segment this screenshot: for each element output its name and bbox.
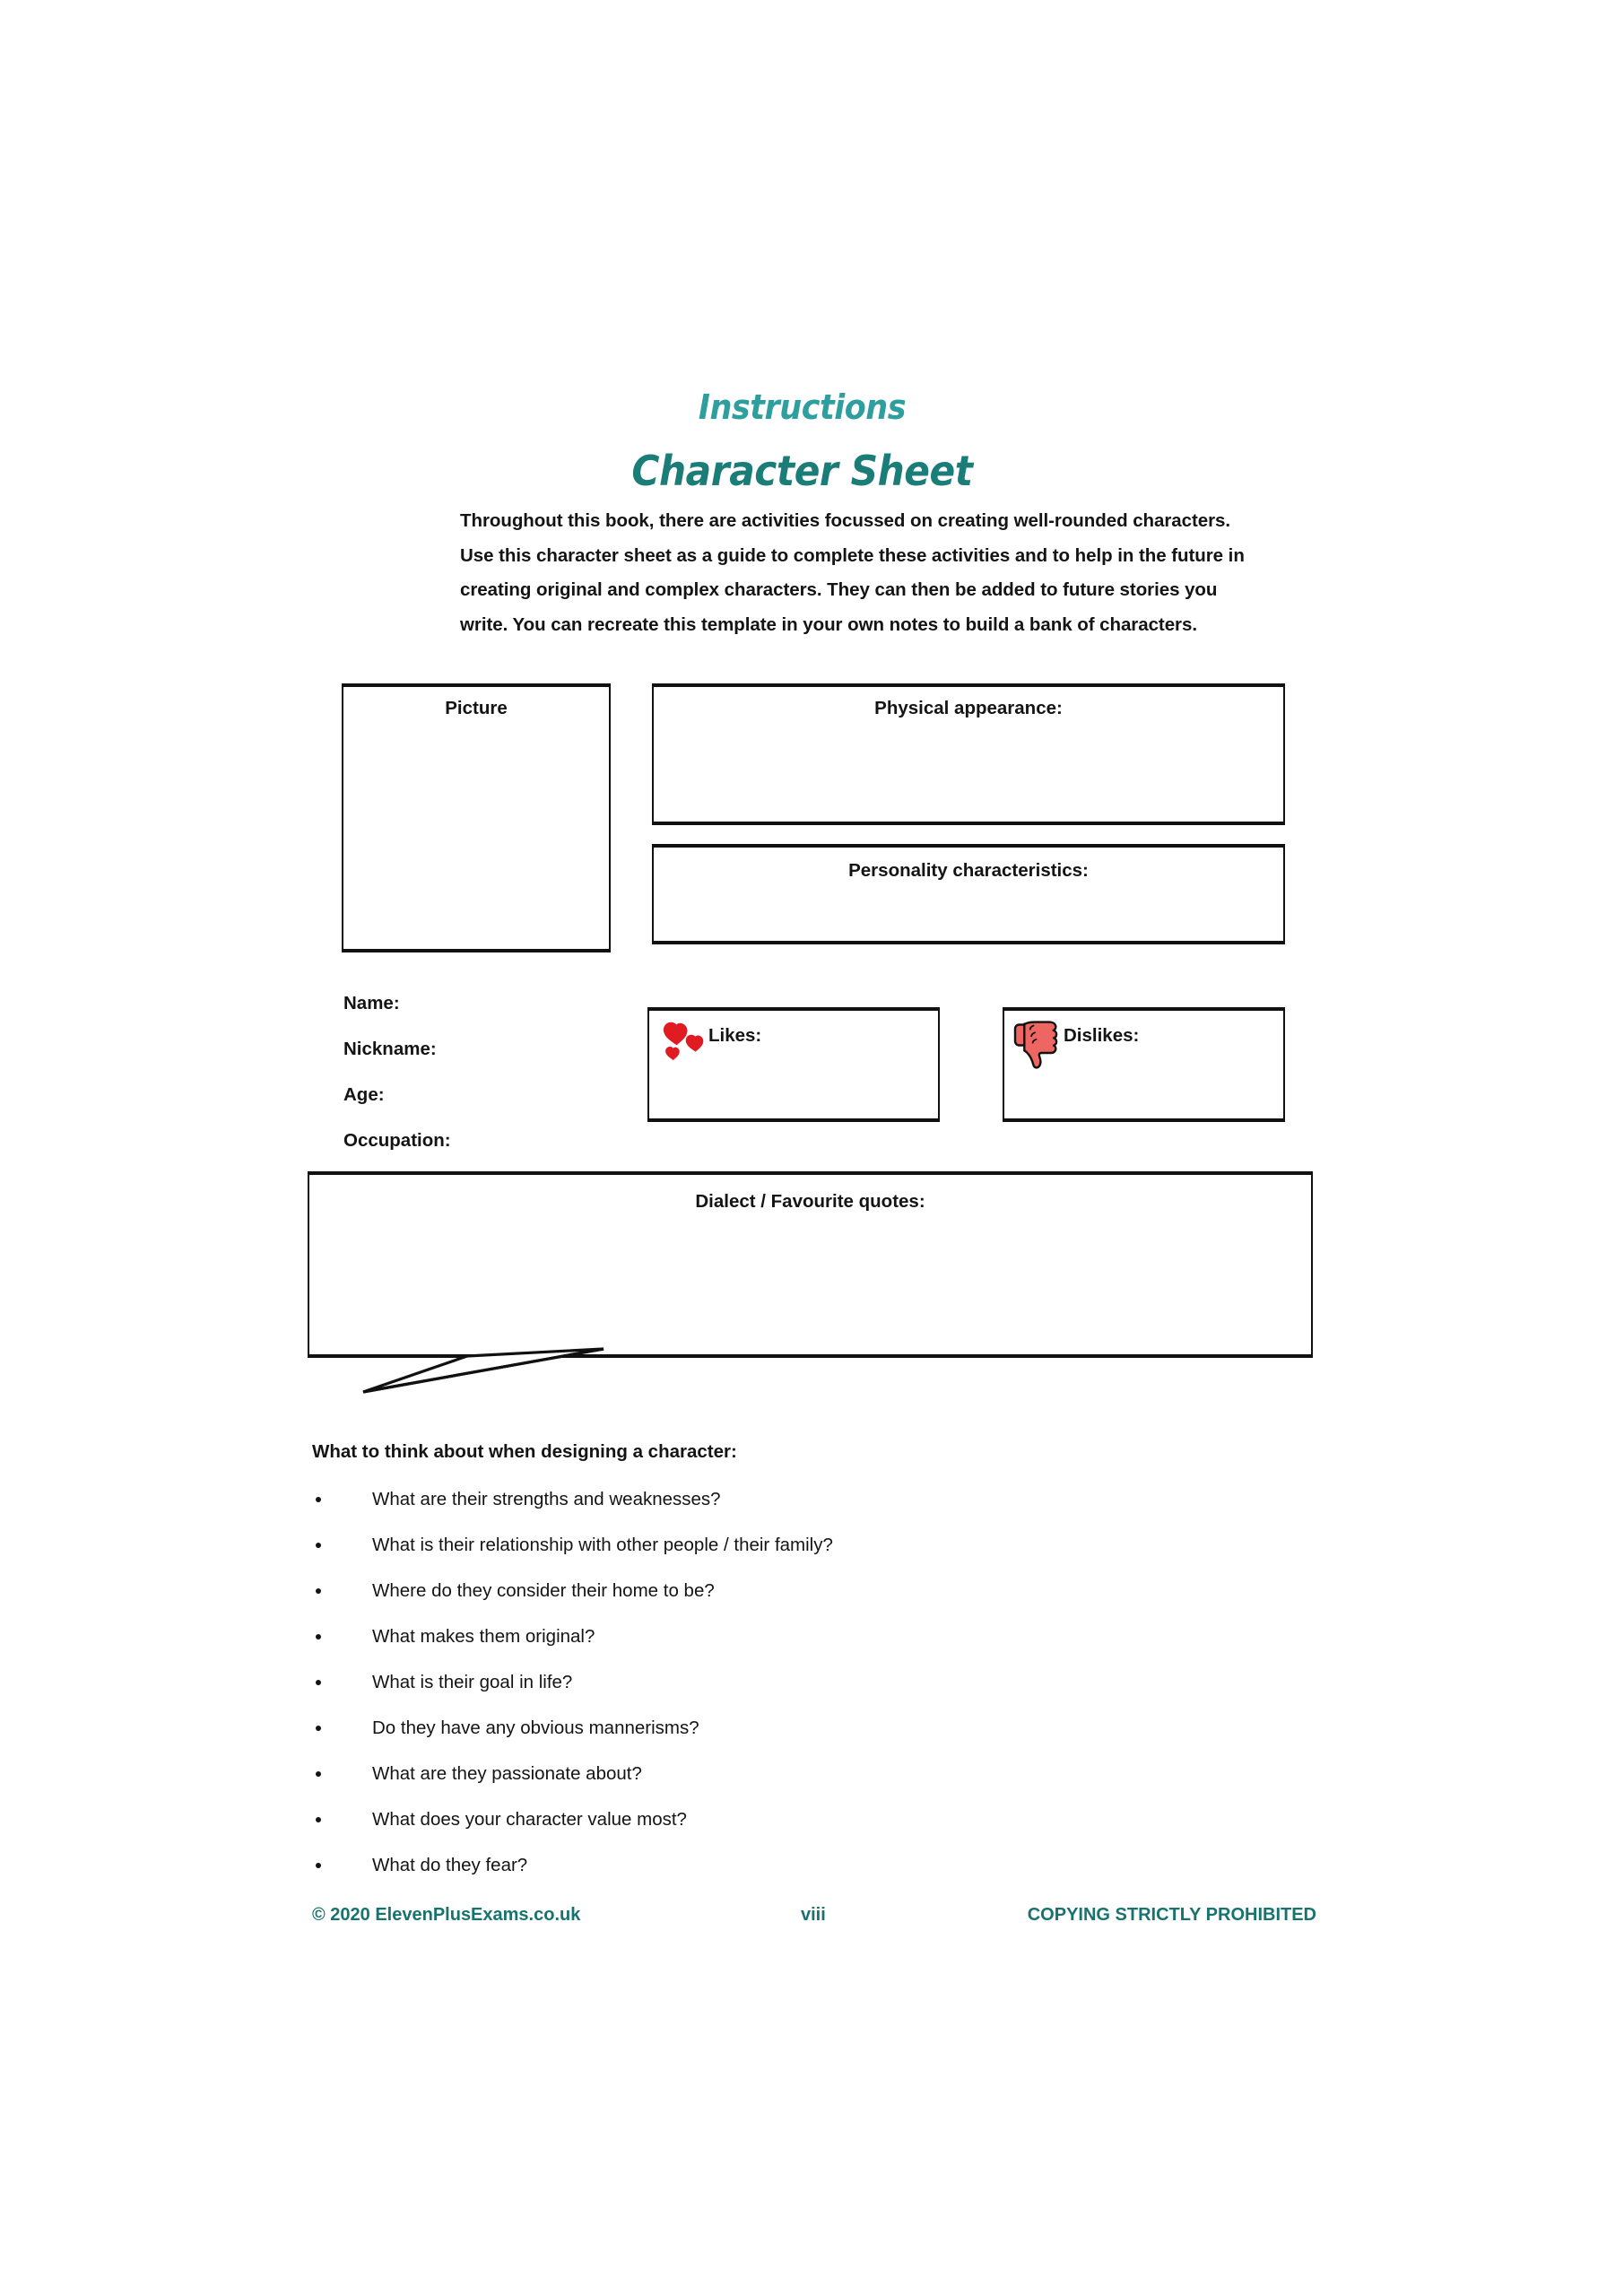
bullet-dot-icon: [316, 1817, 321, 1822]
bullet-dot-icon: [316, 1543, 321, 1548]
field-name[interactable]: Name:: [343, 993, 400, 1013]
footer-copyright: © 2020 ElevenPlusExams.co.uk: [312, 1905, 581, 1925]
personality-characteristics-box[interactable]: [652, 844, 1285, 944]
field-nickname[interactable]: Nickname:: [343, 1039, 437, 1059]
bullet-dot-icon: [316, 1588, 321, 1594]
page-title: Character Sheet: [631, 447, 973, 495]
dislikes-label: Dislikes:: [1064, 1025, 1140, 1046]
bullet-dot-icon: [316, 1680, 321, 1685]
bullet-dot-icon: [316, 1726, 321, 1731]
think-about-heading: What to think about when designing a character:: [312, 1441, 737, 1462]
list-item: [312, 1712, 1119, 1758]
character-fields: [343, 989, 612, 1172]
field-occupation[interactable]: Occupation:: [343, 1130, 451, 1151]
picture-label: Picture: [445, 698, 508, 718]
speech-bubble-tail: [308, 1345, 1025, 1408]
dialect-quotes-label: Dialect / Favourite quotes:: [695, 1191, 925, 1212]
intro-paragraph: Throughout this book, there are activities focussed on creating well-rounded characters. Use this character sheet as a guide to complete these activities and to help in the future in creating original and complex characters. They can then be added to future stories you write. You can recreate this template in your own notes to build a bank of characters.: [460, 510, 1245, 635]
likes-label: Likes:: [708, 1025, 762, 1046]
likes-box[interactable]: [647, 1007, 940, 1122]
list-item-text: What is their goal in life?: [372, 1672, 573, 1692]
dialect-quotes-box[interactable]: [308, 1171, 1313, 1358]
hearts-icon: [662, 1018, 712, 1068]
list-item: [312, 1529, 1119, 1575]
instructions-heading: Instructions: [698, 387, 907, 427]
picture-box[interactable]: [342, 683, 611, 952]
list-item: [312, 1758, 1119, 1804]
bullet-dot-icon: [316, 1771, 321, 1777]
list-item-text: What is their relationship with other people / their family?: [372, 1535, 833, 1555]
list-item-text: What are they passionate about?: [372, 1763, 642, 1784]
dislikes-box[interactable]: [1003, 1007, 1285, 1122]
list-item: [312, 1483, 1119, 1529]
page-footer: [312, 1905, 1316, 1932]
list-item: [312, 1575, 1119, 1621]
footer-notice: COPYING STRICTLY PROHIBITED: [1027, 1905, 1316, 1925]
list-item: [312, 1621, 1119, 1666]
think-about-list: [312, 1483, 1119, 1895]
list-item-text: Where do they consider their home to be?: [372, 1580, 715, 1601]
list-item: [312, 1804, 1119, 1849]
list-item-text: What makes them original?: [372, 1626, 595, 1647]
bullet-dot-icon: [316, 1634, 321, 1639]
thumbs-down-icon: [1012, 1016, 1067, 1072]
physical-appearance-box[interactable]: [652, 683, 1285, 825]
list-item: [312, 1666, 1119, 1712]
bullet-dot-icon: [316, 1497, 321, 1502]
list-item: [312, 1849, 1119, 1895]
physical-appearance-label: Physical appearance:: [874, 698, 1063, 718]
list-item-text: What are their strengths and weaknesses?: [372, 1489, 721, 1509]
personality-characteristics-label: Personality characteristics:: [848, 860, 1089, 881]
list-item-text: What does your character value most?: [372, 1809, 687, 1830]
page-number: viii: [801, 1905, 826, 1925]
field-age[interactable]: Age:: [343, 1084, 385, 1105]
list-item-text: Do they have any obvious mannerisms?: [372, 1718, 699, 1738]
bullet-dot-icon: [316, 1863, 321, 1868]
list-item-text: What do they fear?: [372, 1855, 528, 1875]
